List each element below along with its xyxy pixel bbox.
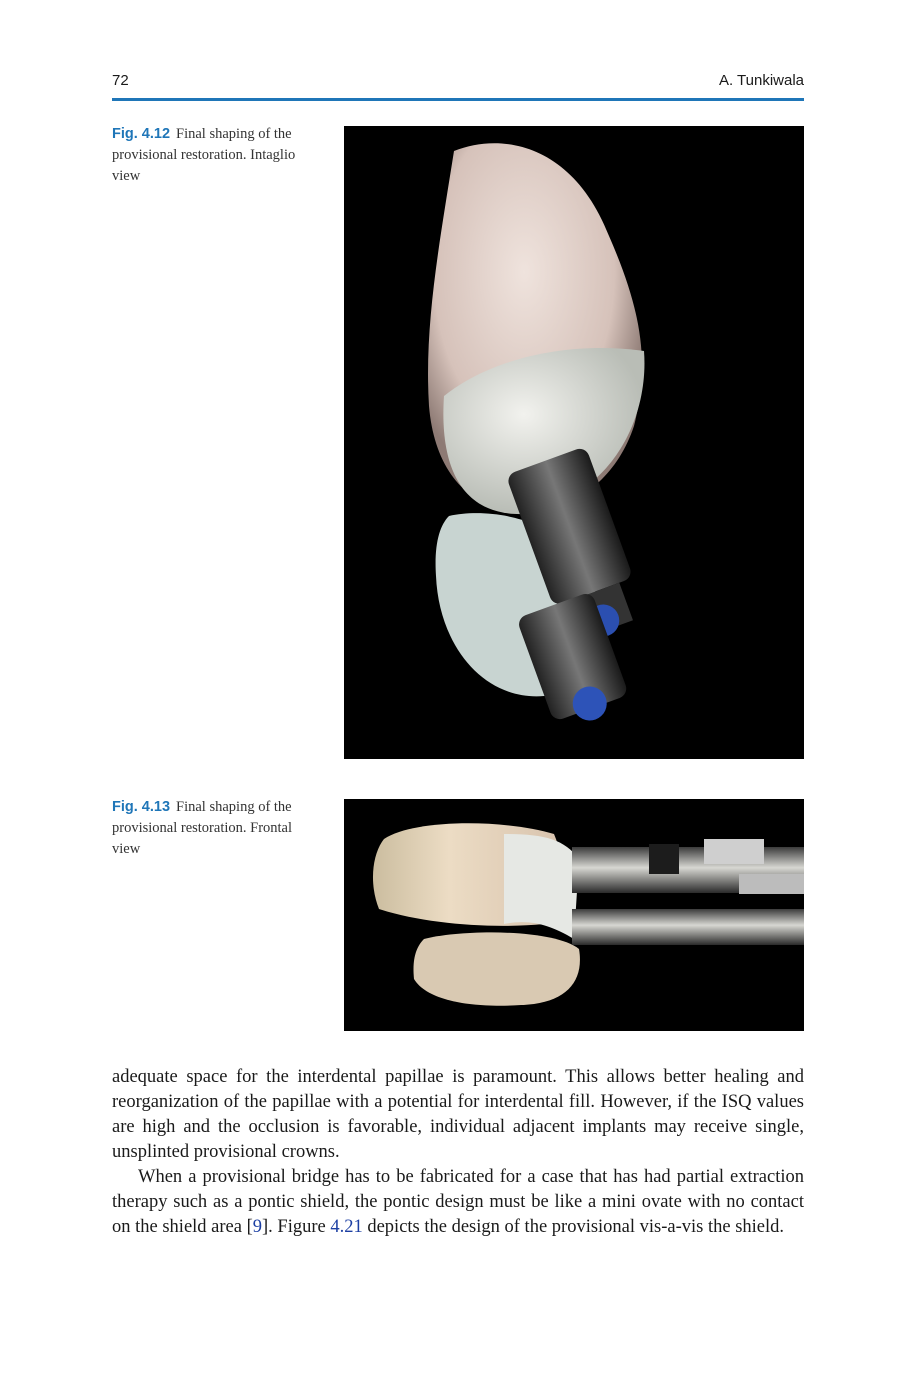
figure-caption-text: Final shaping of the provisional restoration. Frontal view [112, 799, 293, 857]
running-author: A. Tunkiwala [718, 72, 804, 89]
body-paragraph-2 [112, 1165, 804, 1240]
paragraph-text: ]. Figure [262, 1217, 331, 1237]
figure-caption-text: Final shaping of the provisional restoration. Intaglio view [112, 126, 296, 184]
figure-link[interactable]: 4.21 [330, 1217, 363, 1237]
figure-photo-intaglio-view [344, 126, 804, 759]
citation-link[interactable]: 9 [252, 1217, 262, 1237]
page-number: 72 [112, 72, 129, 89]
tooth-restoration-photo [344, 799, 804, 1031]
tooth-restoration-photo [344, 126, 804, 759]
figure-label: Fig. 4.12 [112, 126, 171, 142]
paragraph-text: depicts the design of the provisional vis-a-vis the shield. [362, 1217, 785, 1237]
header-rule [112, 98, 804, 101]
body-paragraph-1: adequate space for the interdental papillae is paramount. This allows better healing and reorganization of the papillae with a potential for interdental fill. However, if the ISQ values are high and the occlusion is favorable, individual adjacent implants may receive single, unsplinted provisional crowns. [112, 1067, 804, 1162]
paragraph-text: When a provisional bridge has to be fabricated for a case that has had partial extraction therapy such as a pontic shield, the pontic design must be like a mini ovate with no contact on the shield area [ [112, 1167, 804, 1237]
figure-label: Fig. 4.13 [112, 799, 171, 815]
figure-caption-4-12 [112, 124, 312, 187]
figure-caption-4-13 [112, 797, 312, 860]
running-header [112, 72, 804, 94]
figure-photo-frontal-view [344, 799, 804, 1031]
